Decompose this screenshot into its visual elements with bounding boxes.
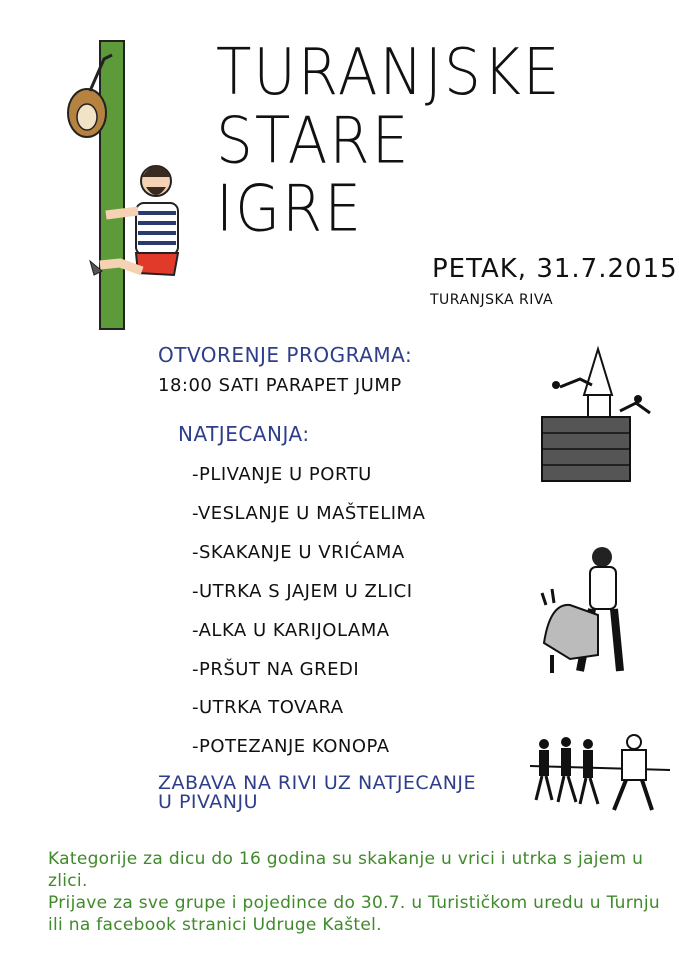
title-line: IGRE (216, 171, 363, 246)
title-line: STARE (216, 102, 411, 178)
opening-heading: OTVORENJE PROGRAMA: (158, 343, 413, 367)
footer-line: ili na facebook stranici Udruge Kaštel. (48, 915, 382, 935)
event-date: PETAK, 31.7.2015 (432, 254, 678, 284)
party-text (158, 774, 476, 812)
competition-item: -PRŠUT NA GREDI (192, 659, 360, 680)
competition-item: -UTRKA TOVARA (192, 697, 344, 718)
competitions-heading: NATJECANJA: (178, 422, 310, 446)
poster-title (216, 34, 562, 246)
pole-climber-illustration (60, 35, 190, 330)
competition-item: -UTRKA S JAJEM U ZLICI (192, 581, 413, 602)
greasy-pole (100, 41, 124, 329)
title-line: TURANJSKE (216, 34, 562, 110)
footer-line: Kategorije za dicu do 16 godina su skakanje u vrici i utrka s jajem u zlici. (48, 849, 644, 891)
footer-line: Prijave za sve grupe i pojedince do 30.7. u Turističkom uredu u Turnju (48, 893, 660, 913)
party-line: ZABAVA NA RIVI UZ NATJECANJE (158, 772, 477, 794)
competition-item: -POTEZANJE KONOPA (192, 736, 390, 757)
donkey-rider-illustration (540, 545, 635, 675)
competition-item: -VESLANJE U MAŠTELIMA (192, 503, 426, 524)
event-location: TURANJSKA RIVA (430, 292, 554, 308)
tug-of-war-illustration (530, 730, 670, 820)
opening-line: 18:00 SATI PARAPET JUMP (158, 375, 402, 396)
competition-item: -SKAKANJE U VRIĆAMA (192, 542, 405, 563)
competition-item: -PLIVANJE U PORTU (192, 464, 372, 485)
parapet-jump-illustration (540, 345, 670, 485)
competition-item: -ALKA U KARIJOLAMA (192, 620, 390, 641)
footer-note (48, 848, 679, 936)
party-line: U PIVANJU (158, 791, 259, 813)
